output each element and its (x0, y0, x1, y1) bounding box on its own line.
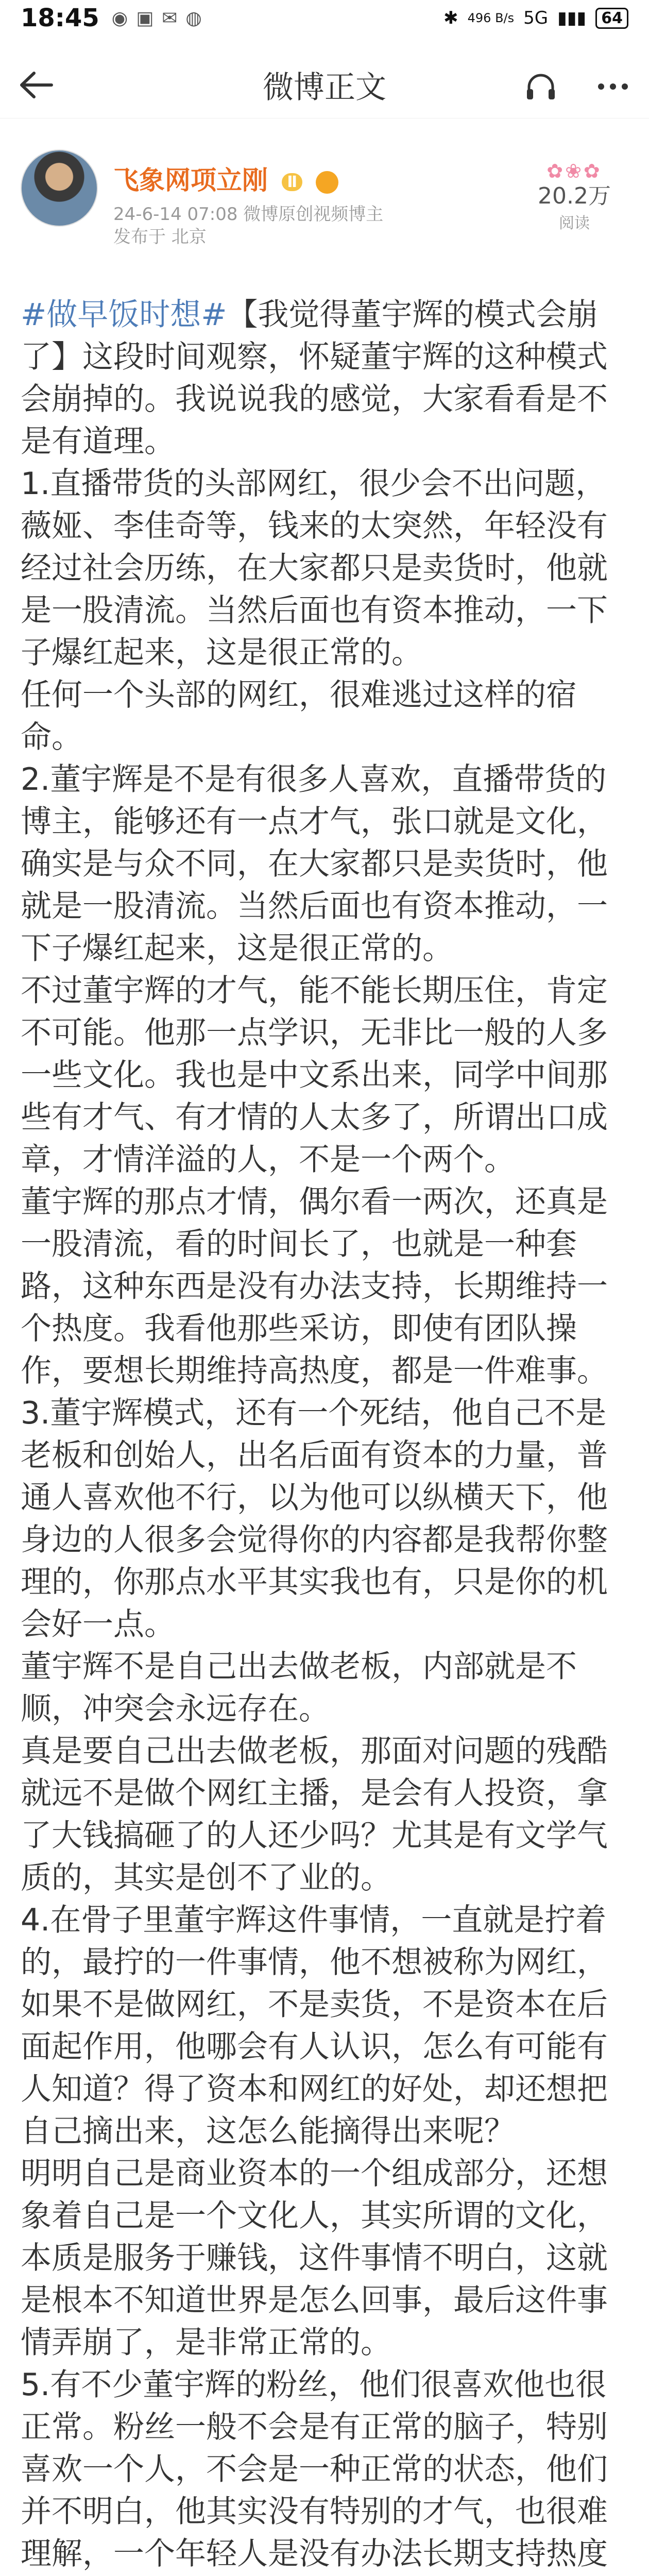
status-bar (0, 0, 649, 36)
gold-medal-icon (316, 171, 338, 194)
article-paragraph: 1.直播带货的头部网红，很少会不出问题，薇娅、李佳奇等，钱来的太突然，年轻没有经过社会历练，在大家都只是卖货时，他就是一股清流。当然后面也有资本推动，一下子爆红起来，这是很正常的。 (21, 466, 608, 671)
bluetooth-icon: ✱ (443, 8, 458, 28)
hashtag-link[interactable]: #做早饭时想# (21, 297, 227, 333)
status-notification-icons (112, 8, 202, 29)
author-block (21, 129, 628, 247)
author-name-text: 飞象网项立刚 (113, 165, 268, 195)
article-paragraph: 董宇辉不是自己出去做老板，内部就是不顺，冲突会永远存在。 (21, 1649, 577, 1727)
flower-decoration-icon: ✿❀✿ (546, 160, 602, 182)
avatar[interactable] (21, 149, 98, 227)
more-icon[interactable] (592, 66, 634, 107)
network-speed: 496 B/s (467, 11, 515, 25)
image-icon: ▣ (136, 7, 154, 29)
nav-bar (0, 52, 649, 118)
article-paragraph: 3.董宇辉模式，还有一个死结，他自己不是老板和创始人，出名后面有资本的力量，普通人喜欢他不行，以为他可以纵横天下，他身边的人很多会觉得你的内容都是我帮你整理的，你那点水平其实我也有，只是你的机会好一点。 (21, 1395, 608, 1642)
read-count: 20.2万 (538, 183, 611, 209)
post-meta: 24-6-14 07:08 微博原创视频博主 (113, 204, 384, 225)
article-paragraph: 任何一个头部的网红，很难逃过这样的宿命。 (21, 677, 577, 755)
signal-label: 5G (523, 8, 549, 28)
article-paragraph: #做早饭时想#【我觉得董宇辉的模式会崩了】这段时间观察，怀疑董宇辉的这种模式会崩掉的。我说说我的感觉，大家看看是不是有道理。 (21, 297, 608, 460)
back-arrow-icon[interactable] (15, 67, 57, 103)
article-paragraph: 董宇辉的那点才情，偶尔看一两次，还真是一股清流，看的时间长了，也就是一种套路，这种东西是没有办法支持，长期维持一个热度。我看他那些采访，即使有团队操作，要想长期维持高热度，都是一件难事。 (21, 1184, 608, 1389)
page-title: 微博正文 (263, 69, 386, 106)
article-paragraph: 5.有不少董宇辉的粉丝，他们很喜欢他也很正常。粉丝一般不会是有正常的脑子，特别喜欢一个人，不会是一种正常的状态，他们并不明白，他其实没有特别的才气，也很难理解，一个年轻人是没有办法长期支持热度 (21, 2367, 608, 2572)
post-location: 发布于 北京 (113, 227, 207, 247)
article-paragraph: 真是要自己出去做老板，那面对问题的残酷就远不是做个网红主播，是会有人投资，拿了大钱搞砸了的人还少吗？尤其是有文学气质的，其实是创不了业的。 (21, 1733, 608, 1896)
status-time: 18:45 (21, 4, 99, 32)
headphones-icon[interactable] (520, 66, 561, 107)
article-paragraph: 不过董宇辉的才气，能不能长期压住，肯定不可能。他那一点学识，无非比一般的人多一些文化。我也是中文系出来，同学中间那些有才气、有才情的人太多了，所谓出口成章，才情洋溢的人，不是一个两个。 (21, 973, 608, 1178)
article-paragraph: 明明自己是商业资本的一个组成部分，还想象着自己是一个文化人，其实所谓的文化，本质是服务于赚钱，这件事情不明白，这就是根本不知道世界是怎么回事，最后这件事情弄崩了，是非常正常的。 (21, 2156, 608, 2361)
nav-actions (520, 66, 634, 107)
weibo-icon: ◉ (111, 7, 128, 29)
status-right (443, 8, 628, 29)
read-label: 阅读 (559, 214, 590, 232)
battery-icon: 64 (595, 8, 628, 29)
signal-icon: ▮▮▮ (557, 8, 587, 28)
vip-badge: Ⅱ (282, 173, 302, 191)
wechat-icon: ◍ (185, 7, 202, 29)
read-count-badge (525, 160, 623, 237)
article-body (21, 294, 628, 2576)
author-name[interactable] (113, 160, 338, 197)
article-paragraph: 4.在骨子里董宇辉这件事情，一直就是拧着的，最拧的一件事情，他不想被称为网红，如果不是做网红，不是卖货，不是资本在后面起作用，他哪会有人认识，怎么有可能有人知道？得了资本和网红的好处，却还想把自己摘出来，这怎么能摘得出来呢？ (21, 1902, 608, 2149)
message-icon: ✉ (162, 7, 178, 29)
article-paragraph: 2.董宇辉是不是有很多人喜欢，直播带货的博主，能够还有一点才气，张口就是文化，确实是与众不同，在大家都只是卖货时，他就是一股清流。当然后面也有资本推动，一下子爆红起来，这是很正常的。 (21, 761, 608, 967)
